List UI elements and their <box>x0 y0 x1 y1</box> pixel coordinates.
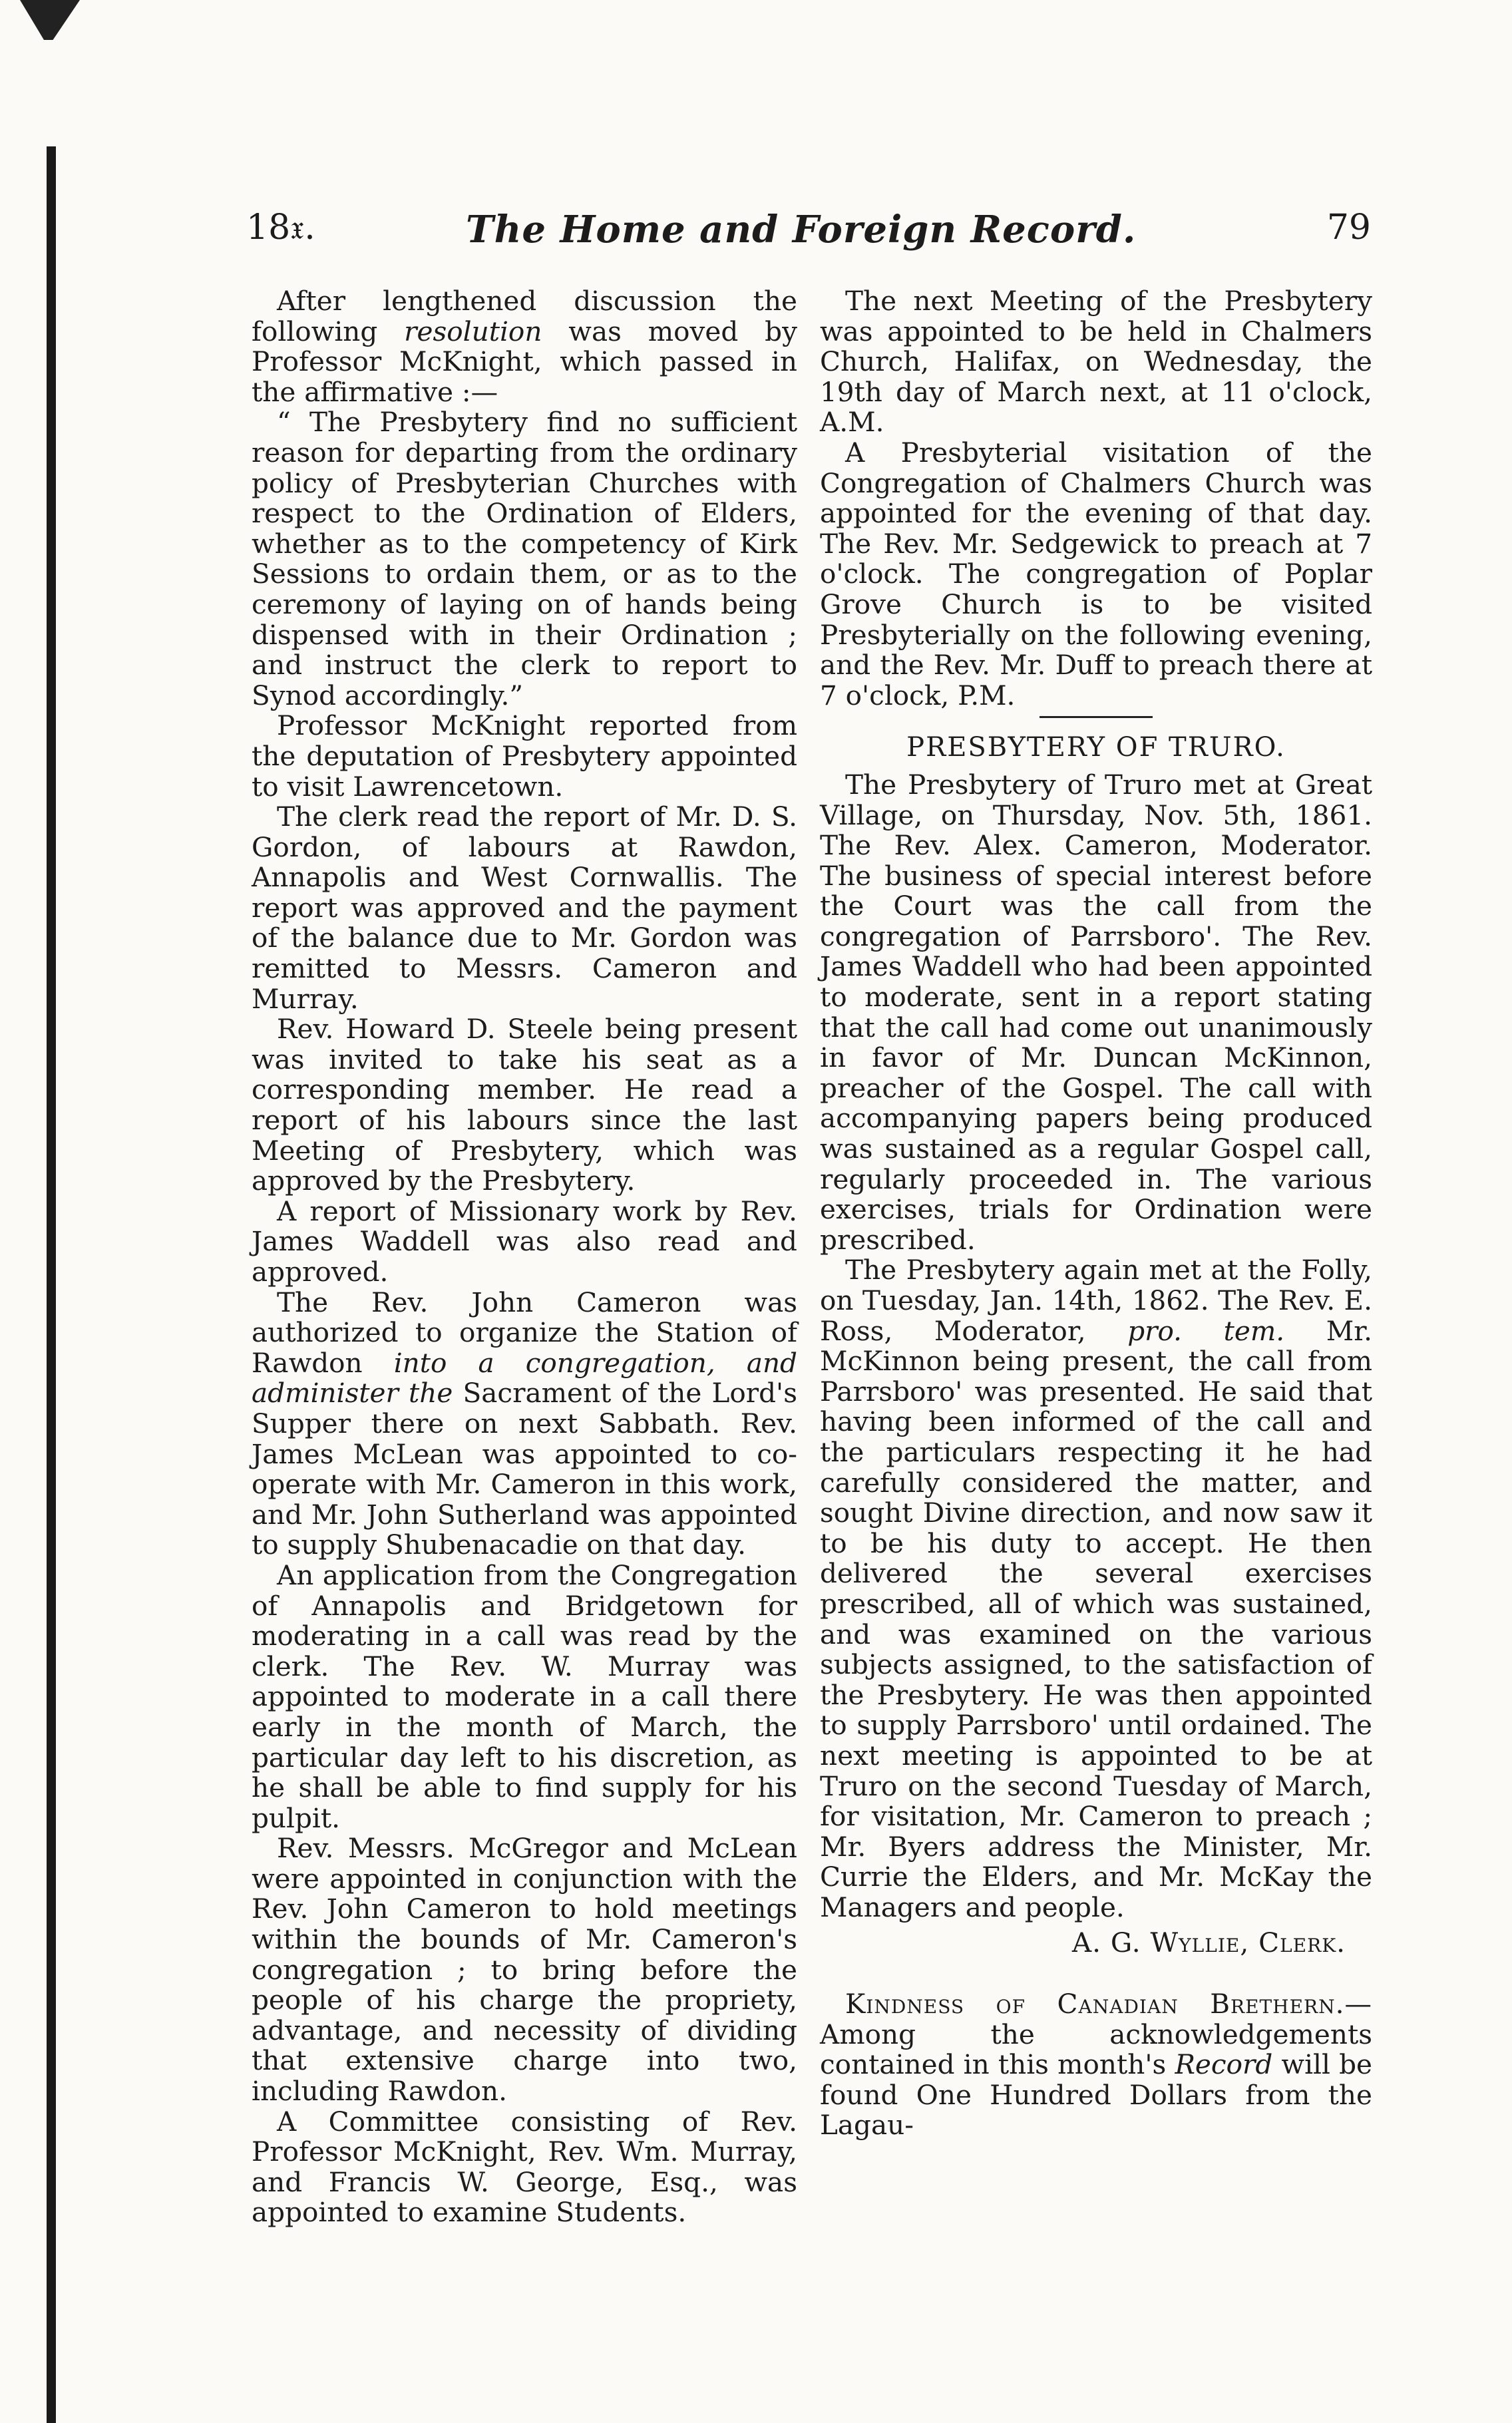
binding-edge-top <box>20 0 80 40</box>
italic-word: Record <box>1175 2048 1273 2081</box>
left-column <box>252 286 797 2228</box>
section-divider <box>1040 716 1153 718</box>
paragraph: After lengthened discussion the following resolution was moved by Professor McKnight, which passed in the affirmative :— <box>252 285 797 408</box>
run-in-heading: Kindness of Canadian Brethern.— <box>845 1988 1372 2020</box>
page-number: 79 <box>1326 208 1371 248</box>
paragraph: The next Meeting of the Presbytery was appointed to be held in Chalmers Church, Halifax, on Wednesday, the 19th day of March next, at 11 o'clock, A.M. <box>820 285 1372 439</box>
journal-title: The Home and Foreign Record. <box>466 208 1137 252</box>
italic-phrase: into a congregation, and administer the <box>252 1346 797 1409</box>
running-head <box>246 208 1371 261</box>
paragraph: Kindness of Canadian Brethern.— Among the acknowledgements contained in this month's Record will be found One Hundred Dollars from the Lagau- <box>820 1988 1372 2142</box>
right-column <box>820 286 1372 2141</box>
paragraph: The clerk read the report of Mr. D. S. Gordon, of labours at Rawdon, Annapolis and West Cornwallis. The report was approved and the payment of the balance due to Mr. Gordon was remitted to Messrs. Cameron and Murray. <box>252 801 797 1015</box>
paragraph: A Presbyterial visitation of the Congregation of Chalmers Church was appointed for the evening of that day. The Rev. Mr. Sedgewick to preach at 7 o'clock. The congregation of Poplar Grove Church is to be visited Presbyterially on the following evening, and the Rev. Mr. Duff to preach there at 7 o'clock, P.M. <box>820 436 1372 711</box>
paragraph: Professor McKnight reported from the deputation of Presbytery appointed to visit Lawrencetown. <box>252 709 797 803</box>
paragraph: The Rev. John Cameron was authorized to organize the Station of Rawdon into a congregation, and administer the Sacrament of the Lord's Supper there on next Sabbath. Rev. James McLean was appointed to co-operate with Mr. Cameron in this work, and Mr. John Sutherland was appointed to supply Shubenacadie on that day. <box>252 1286 797 1561</box>
binding-edge <box>47 146 56 2423</box>
paragraph: Rev. Howard D. Steele being present was invited to take his seat as a corresponding member. He read a report of his labours since the last Meeting of Presbytery, which was approved by the Presbytery. <box>252 1013 797 1197</box>
paragraph: A Committee consisting of Rev. Professor McKnight, Rev. Wm. Murray, and Francis W. George, Esq., was appointed to examine Students. <box>252 2105 797 2229</box>
italic-phrase: pro. tem. <box>1127 1314 1285 1347</box>
paragraph: An application from the Congregation of Annapolis and Bridgetown for moderating in a call was read by the clerk. The Rev. W. Murray was appointed to moderate in a call there early in the month of March, the particular day left to his discretion, as he shall be able to find supply for his pulpit. <box>252 1559 797 1834</box>
italic-word: resolution <box>404 315 542 347</box>
paragraph: Rev. Messrs. McGregor and McLean were appointed in conjunction with the Rev. John Cameron to hold meetings within the bounds of Mr. Cameron's congregation ; to bring before the people of his charge the propriety, advantage, and necessity of dividing that extensive charge into two, including Rawdon. <box>252 1832 797 2108</box>
paragraph: A report of Missionary work by Rev. James Waddell was also read and approved. <box>252 1195 797 1288</box>
resolution-quote: “ The Presbytery find no sufficient reason for departing from the ordinary policy of Presbyterian Churches with respect to the Ordination of Elders, whether as to the competency of Kirk Sessions to ordain them, or as to the ceremony of laying on of hands being dispensed with in their Ordination ; and instruct the clerk to report to Synod accordingly.” <box>252 406 797 711</box>
paragraph: The Presbytery again met at the Folly, on Tuesday, Jan. 14th, 1862. The Rev. E. Ross, Moderator, pro. tem. Mr. McKinnon being present, the call from Parrsboro' was presented. He said that having been informed of the call and the particulars respecting it he had carefully considered the matter, and sought Divine direction, and now saw it to be his duty to accept. He then delivered the several exercises prescribed, all of which was sustained, and was examined on the various subjects assigned, to the satisfaction of the Presbytery. He was then appointed to supply Parrsboro' until ordained. The next meeting is appointed to be at Truro on the second Tuesday of March, for visitation, Mr. Cameron to preach ; Mr. Byers address the Minister, Mr. Currie the Elders, and Mr. McKay the Managers and people. <box>820 1254 1372 1923</box>
paragraph: The Presbytery of Truro met at Great Village, on Thursday, Nov. 5th, 1861. The Rev. Alex. Cameron, Moderator. The business of special interest before the Court was the call from the congregation of Parrsboro'. The Rev. James Waddell who had been appointed to moderate, sent in a report stating that the call had come out unanimously in favor of Mr. Duncan McKinnon, preacher of the Gospel. The call with accompanying papers being produced was sustained as a regular Gospel call, regularly proceeded in. The various exercises, trials for Ordination were prescribed. <box>820 768 1372 1256</box>
signature: A. G. Wyllie, Clerk. <box>1071 1927 1346 1959</box>
header-folio: 18𝔵. <box>246 208 315 248</box>
section-heading: PRESBYTERY OF TRURO. <box>906 732 1286 763</box>
